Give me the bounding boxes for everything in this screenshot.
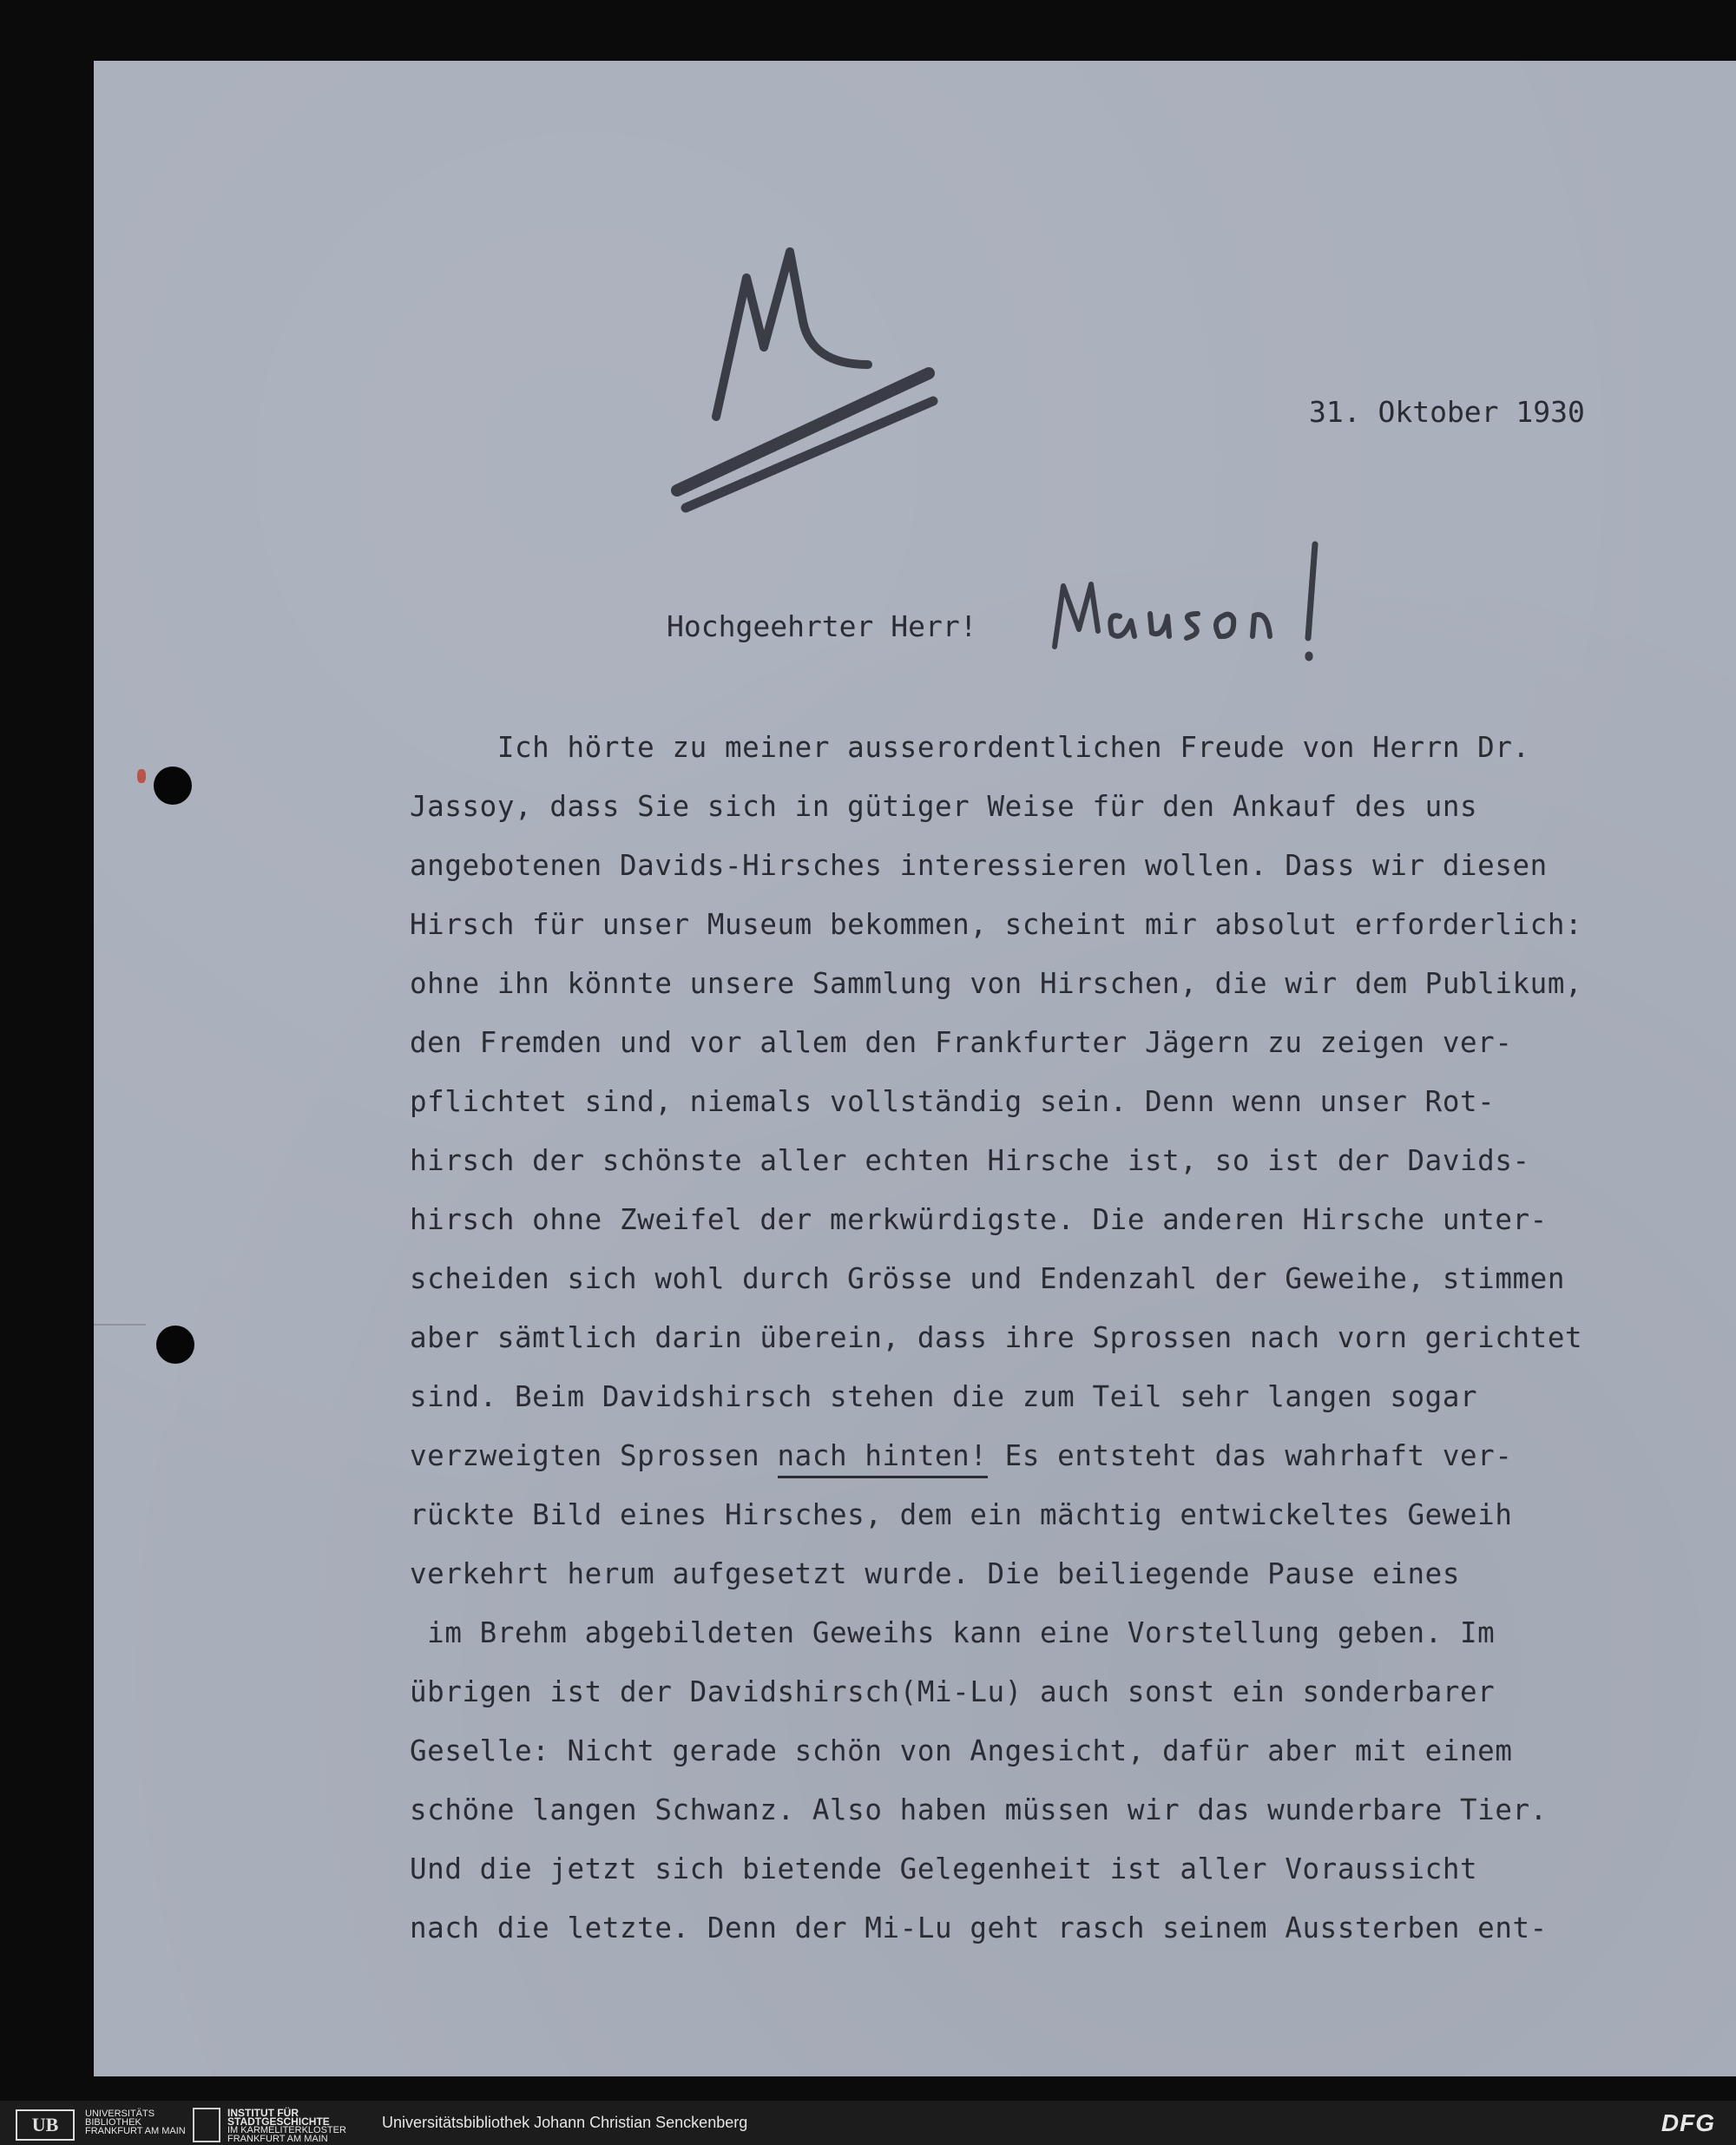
body-line: im Brehm abgebildeten Geweihs kann eine Vorstellung geben. Im (410, 1616, 1496, 1649)
body-line-end: Es entsteht das wahrhaft ver- (987, 1439, 1513, 1472)
body-line: nach die letzte. Denn der Mi-Lu geht rasch seinem Aussterben ent- (410, 1911, 1548, 1944)
handwritten-m-mark (660, 200, 955, 521)
institute-name (227, 2109, 346, 2143)
ub-name-line: BIBLIOTHEK (85, 2117, 141, 2128)
body-line: sind. Beim Davidshirsch stehen die zum Teil sehr langen sogar (410, 1380, 1478, 1413)
body-line: Jassoy, dass Sie sich in gütiger Weise für den Ankauf des uns (410, 790, 1478, 823)
body-line: Ich hörte zu meiner ausserordentlichen Freude von Herrn Dr. (410, 731, 1530, 764)
institute-name-line: INSTITUT FÜR (227, 2107, 299, 2119)
body-line: übrigen ist der Davidshirsch(Mi-Lu) auch sonst ein sonderbarer (410, 1675, 1496, 1708)
viewer-footer (0, 2101, 1736, 2145)
body-line: Hirsch für unser Museum bekommen, scheint mir absolut erforderlich: (410, 908, 1583, 941)
body-line: hirsch ohne Zweifel der merkwürdigste. Die anderen Hirsche unter- (410, 1203, 1548, 1236)
ub-name-line: FRANKFURT AM MAIN (85, 2126, 186, 2136)
underlined-phrase: nach hinten! (778, 1439, 988, 1478)
body-line: verkehrt herum aufgesetzt wurde. Die beiliegende Pause eines (410, 1557, 1460, 1590)
ub-logo[interactable]: UB (16, 2109, 75, 2141)
body-line-start: verzweigten Sprossen (410, 1439, 778, 1472)
ub-name-line: UNIVERSITÄTS (85, 2109, 155, 2119)
institute-name-line: STADTGESCHICHTE (227, 2115, 330, 2128)
body-line: aber sämtlich darin überein, dass ihre Sprossen nach vorn gerichtet (410, 1321, 1583, 1354)
body-line: scheiden sich wohl durch Grösse und Endenzahl der Geweihe, stimmen (410, 1262, 1565, 1295)
institute-logo-icon[interactable] (193, 2108, 220, 2142)
salutation: Hochgeehrter Herr! (667, 609, 977, 643)
library-name: Universitätsbibliothek Johann Christian Senckenberg (382, 2114, 748, 2131)
rust-stain (137, 769, 146, 783)
body-line: pflichtet sind, niemals vollständig sein. Denn wenn unser Rot- (410, 1085, 1496, 1118)
body-line: Und die jetzt sich bietende Gelegenheit ist aller Voraussicht (410, 1852, 1478, 1885)
handwritten-salutation-name (1037, 534, 1410, 673)
punch-hole-lower (156, 1326, 194, 1364)
paper-fold (94, 1324, 146, 1326)
body-line: schöne langen Schwanz. Also haben müssen wir das wunderbare Tier. (410, 1793, 1548, 1826)
body-line: rückte Bild eines Hirsches, dem ein mächtig entwickeltes Geweih (410, 1498, 1513, 1531)
institute-name-line: IM KARMELITERKLOSTER (227, 2125, 346, 2135)
body-line: Geselle: Nicht gerade schön von Angesicht, dafür aber mit einem (410, 1734, 1513, 1767)
body-line: ohne ihn könnte unsere Sammlung von Hirschen, die wir dem Publikum, (410, 967, 1583, 1000)
body-line: den Fremden und vor allem den Frankfurter Jägern zu zeigen ver- (410, 1026, 1513, 1059)
institute-name-line: FRANKFURT AM MAIN (227, 2134, 328, 2144)
body-line: hirsch der schönste aller echten Hirsche ist, so ist der Davids- (410, 1144, 1530, 1177)
dfg-logo[interactable]: DFG (1660, 2109, 1715, 2136)
body-line: angebotenen Davids-Hirsches interessieren wollen. Dass wir diesen (410, 849, 1548, 882)
letter-date: 31. Oktober 1930 (1309, 395, 1585, 429)
body-line-emphasis (410, 1439, 1513, 1472)
punch-hole-upper (154, 767, 192, 805)
